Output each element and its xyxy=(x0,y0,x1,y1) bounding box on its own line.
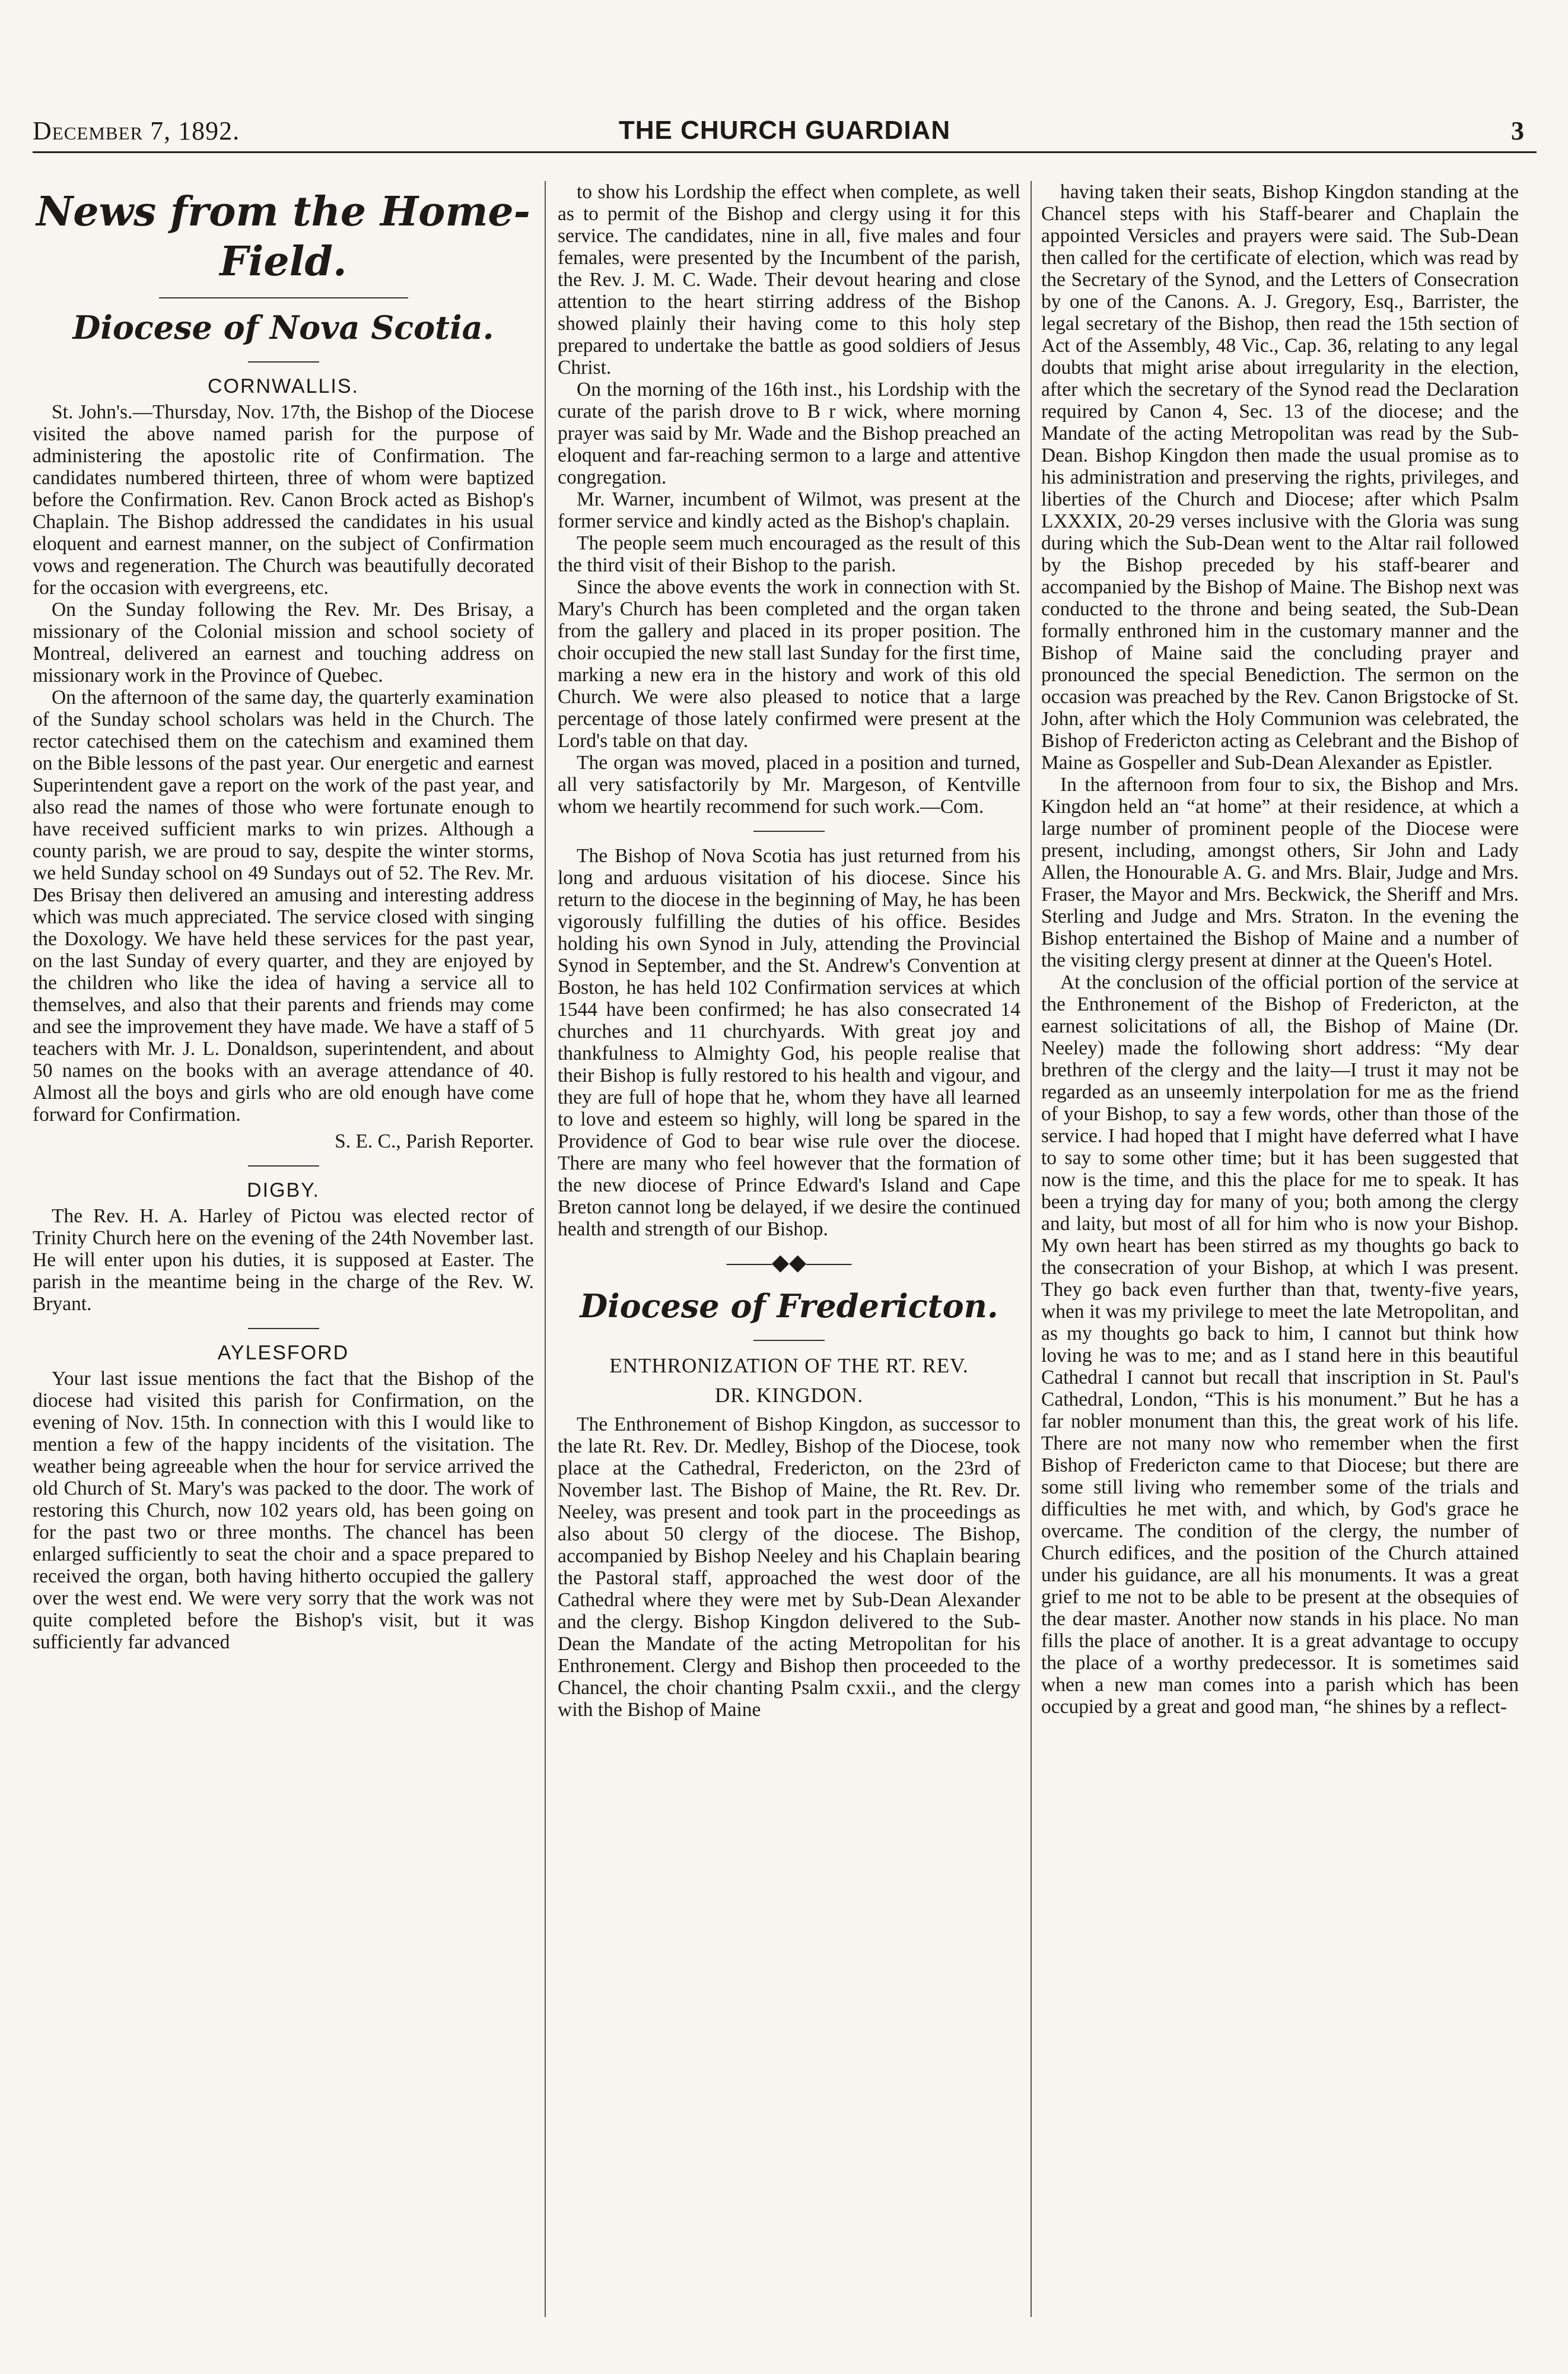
article-paragraph: On the morning of the 16th inst., his Lordship with the curate of the parish drove to B r wick, where morning prayer was said by Mr. Wade and the Bishop preached an eloquent and far-reaching sermon to a large and attentive congregation. xyxy=(558,379,1020,488)
article-paragraph: The people seem much encouraged as the result of this the third visit of their Bishop to the parish. xyxy=(558,532,1020,576)
divider xyxy=(753,831,825,832)
article-paragraph: The Rev. H. A. Harley of Pictou was elected rector of Trinity Church here on the evening of the 24th November last. He will enter upon his duties, it is supposed at Easter. The parish in the meantime being in the charge of the Rev. W. Bryant. xyxy=(33,1205,534,1315)
article-paragraph: The Enthronement of Bishop Kingdon, as successor to the late Rt. Rev. Dr. Medley, Bishop of the Diocese, took place at the Cathedral, Fredericton, on the 23rd of November last. The Bishop of Maine, the Rt. Rev. Dr. Neeley, was present and took part in the proceedings as also about 50 clergy of the diocese. The Bishop, accompanied by Bishop Neeley and his Chaplain bearing the Pastoral staff, approached the west door of the Cathedral where they were met by Sub-Dean Alexander and the clergy. Bishop Kingdon delivered to the Sub-Dean the Mandate of the acting Metropolitan for his Enthronement. Clergy and Bishop then proceeded to the Chancel, the choir chanting Psalm cxxii., and the clergy with the Bishop of Maine xyxy=(558,1413,1020,1721)
diocese-heading: Diocese of Nova Scotia. xyxy=(72,309,494,347)
diocese-heading: Diocese of Fredericton. xyxy=(580,1287,998,1325)
divider xyxy=(753,1340,825,1341)
parish-heading: CORNWALLIS. xyxy=(207,375,359,398)
divider xyxy=(248,1165,319,1167)
divider xyxy=(248,1328,319,1329)
article-subheading: DR. KINGDON. xyxy=(714,1384,864,1407)
issue-date: December 7, 1892. xyxy=(33,116,240,145)
column-rule xyxy=(545,181,546,2317)
article-heading: ENTHRONIZATION OF THE RT. REV. xyxy=(609,1354,969,1377)
article-paragraph: The Bishop of Nova Scotia has just returned from his long and arduous visitation of his diocese. Since his return to the diocese in the beginning of May, he has been vigorously fulfilling the duties of his office. Besides holding his own Synod in July, attending the Provincial Synod in September, and the St. Andrew's Convention at Boston, he has held 102 Confirmation services at which 1544 have been confirmed; he has also consecrated 14 churches and 11 churchyards. With great joy and thankfulness to Almighty God, his people realise that their Bishop is fully restored to his health and vigour, and they are full of hope that he, whom they have all learned to love and esteem so highly, will long be spared in the Providence of God to bear wise rule over the diocese. There are many who feel however that the formation of the new diocese of Prince Edward's Island and Cape Breton cannot long be delayed, if we desire the continued health and strength of our Bishop. xyxy=(558,845,1020,1240)
article-paragraph: In the afternoon from four to six, the Bishop and Mrs. Kingdon held an “at home” at their residence, at which a large number of prominent people of the Diocese were present, including, amongst others, Sir John and Lady Allen, the Honourable A. G. and Mrs. Blair, Judge and Mrs. Fraser, the Mayor and Mrs. Beckwick, the Sheriff and Mrs. Sterling and Judge and Mrs. Straton. In the evening the Bishop entertained the Bishop of Maine and a number of the visiting clergy present at dinner at the Queen's Hotel. xyxy=(1041,774,1519,971)
column-rule xyxy=(1031,181,1032,2317)
running-head xyxy=(33,116,1537,153)
article-paragraph: St. John's.—Thursday, Nov. 17th, the Bishop of the Diocese visited the above named parish for the purpose of administering the apostolic rite of Confirmation. The candidates numbered thirteen, three of whom were baptized before the Confirmation. Rev. Canon Brock acted as Bishop's Chaplain. The Bishop addressed the candidates in his usual eloquent and earnest manner, on the subject of Confirmation vows and regeneration. The Church was beautifully decorated for the occasion with evergreens, etc. xyxy=(33,401,534,599)
masthead-title: THE CHURCH GUARDIAN xyxy=(618,116,951,145)
article-paragraph: Mr. Warner, incumbent of Wilmot, was present at the former service and kindly acted as the Bishop's chaplain. xyxy=(558,488,1020,532)
article-paragraph: Since the above events the work in connection with St. Mary's Church has been completed and the organ taken from the gallery and placed in its proper position. The choir occupied the new stall last Sunday for the first time, marking a new era in the history and work of this old Church. We were also pleased to notice that a large percentage of those lately confirmed were present at the Lord's table on that day. xyxy=(558,576,1020,752)
column-3 xyxy=(1041,181,1519,2317)
divider xyxy=(248,361,319,363)
article-paragraph: Your last issue mentions the fact that the Bishop of the diocese had visited this parish for Confirmation, on the evening of Nov. 15th. In connection with this I would like to mention a few of the happy incidents of the visitation. The weather being agreeable when the hour for service arrived the old Church of St. Mary's was packed to the door. The work of restoring this Church, now 102 years old, has been going on for the past two or three months. The chancel has been enlarged sufficiently to seat the choir and a space prepared to received the organ, both having hitherto occupied the gallery over the west end. We were very sorry that the work was not quite completed before the Bishop's visit, but it was sufficiently far advanced xyxy=(33,1368,534,1653)
parish-heading: AYLESFORD xyxy=(217,1342,349,1364)
signature: S. E. C., Parish Reporter. xyxy=(335,1130,534,1152)
page-number: 3 xyxy=(1511,116,1525,145)
section-heading: News from the Home-Field. xyxy=(36,188,530,285)
ornament-divider: ——◆◆—— xyxy=(726,1250,852,1275)
article-paragraph: At the conclusion of the official portion of the service at the Enthronement of the Bishop of Fredericton, at the earnest solicitations of all, the Bishop of Maine (Dr. Neeley) made the following short address: “My dear brethren of the clergy and the laity—I trust it may not be regarded as an unseemly interpolation for me as the friend of your Bishop, to say a few words, other than those of the service. I had hoped that I might have deferred what I have to say to some other time; but it has been suggested that now is the time, and this the place for me to speak. It has been a trying day for many of you; both among the clergy and laity, but most of all for him who is now your Bishop. My own heart has been stirred as my thoughts go back to the consecration of your Bishop, at which I was present. They go back even further than that, twenty-five years, when it was my privilege to meet the late Metropolitan, and as my thoughts go back to him, I cannot but think how loving he was to me; and as I stand here in this beautiful Cathedral I cannot but recall that inscription in St. Paul's Cathedral, London, “This is his monument.” But he has a far nobler monument than this, the great work of his life. There are not many now who remember when the first Bishop of Fredericton came to that Diocese; but there are some still living who remember some of the trials and difficulties he met with, and which, by God's grace he overcame. The condition of the clergy, the number of Church edifices, and the position of the Church attained under his guidance, are all his monuments. It was a great grief to me not to be able to be present at the obsequies of the dear master. Another now stands in his place. No man fills the place of another. It is a great advantage to occupy the place of a worthy predecessor. It is sometimes said when a new man comes into a parish which has been occupied by a great and good man, “he shines by a reflect- xyxy=(1041,971,1519,1718)
article-paragraph: to show his Lordship the effect when complete, as well as to permit of the Bishop and clergy using it for this service. The candidates, nine in all, five males and four females, were presented by the Incumbent of the parish, the Rev. J. M. C. Wade. Their devout hearing and close attention to the heart stirring address of the Bishop showed plainly their having come to this holy step prepared to undertake the battle as good soldiers of Jesus Christ. xyxy=(558,181,1020,379)
divider xyxy=(159,297,408,298)
column-1 xyxy=(33,181,534,2317)
article-paragraph: On the Sunday following the Rev. Mr. Des Brisay, a missionary of the Colonial mission and school society of Montreal, delivered an earnest and touching address on missionary work in the Province of Quebec. xyxy=(33,599,534,687)
column-2 xyxy=(558,181,1020,2317)
article-paragraph: On the afternoon of the same day, the quarterly examination of the Sunday school scholars was held in the Church. The rector catechised them on the catechism and examined them on the Bible lessons of the past year. Our energetic and earnest Superintendent gave a report on the work of the past year, and also read the names of those who were fortunate enough to have received sufficient marks to win prizes. Although a county parish, we are proud to say, despite the winter storms, we held Sunday school on 49 Sundays out of 52. The Rev. Mr. Des Brisay then delivered an amusing and interesting address which was much appreciated. The service closed with singing the Doxology. We have held these services for the past year, on the last Sunday of every quarter, and they are enjoyed by the children who like the idea of having a service all to themselves, and also that their parents and friends may come and see the improvement they have made. We have a staff of 5 teachers with Mr. J. L. Donaldson, superintendent, and about 50 names on the books with an average attendance of 40. Almost all the boys and girls who are old enough have come forward for Confirmation. xyxy=(33,687,534,1126)
article-paragraph: having taken their seats, Bishop Kingdon standing at the Chancel steps with his Staff-bearer and Chaplain the appointed Versicles and prayers were said. The Sub-Dean then called for the certificate of election, which was read by the Secretary of the Synod, and the Letters of Consecration by one of the Canons. A. J. Gregory, Esq., Barrister, the legal secretary of the Bishop, then read the 15th section of Act of the Assembly, 48 Vic., Cap. 36, relating to any legal doubts that might arise about irregularity in the election, after which the secretary of the Synod read the Declaration required by Canon 4, Sec. 13 of the diocese; and the Mandate of the acting Metropolitan was read by the Sub-Dean. Bishop Kingdon then made the usual promise as to his administration and preserving the rights, privileges, and liberties of the Church and Diocese; after which Psalm LXXXIX, 20-29 verses inclusive with the Gloria was sung during which the Sub-Dean went to the Altar rail followed by the Bishop preceded by his staff-bearer and accompanied by the Bishop of Maine. The Bishop next was conducted to the throne and being seated, the Sub-Dean formally enthroned him in the customary manner and the Bishop of Maine said the concluding prayer and pronounced the special Benediction. The sermon on the occasion was preached by the Rev. Canon Brigstocke of St. John, after which the Holy Communion was celebrated, the Bishop of Fredericton acting as Celebrant and the Bishop of Maine as Gospeller and Sub-Dean Alexander as Epistler. xyxy=(1041,181,1519,774)
article-paragraph: The organ was moved, placed in a position and turned, all very satisfactorily by Mr. Margeson, of Kentville whom we heartily recommend for such work.—Com. xyxy=(558,752,1020,818)
parish-heading: DIGBY. xyxy=(247,1179,320,1202)
